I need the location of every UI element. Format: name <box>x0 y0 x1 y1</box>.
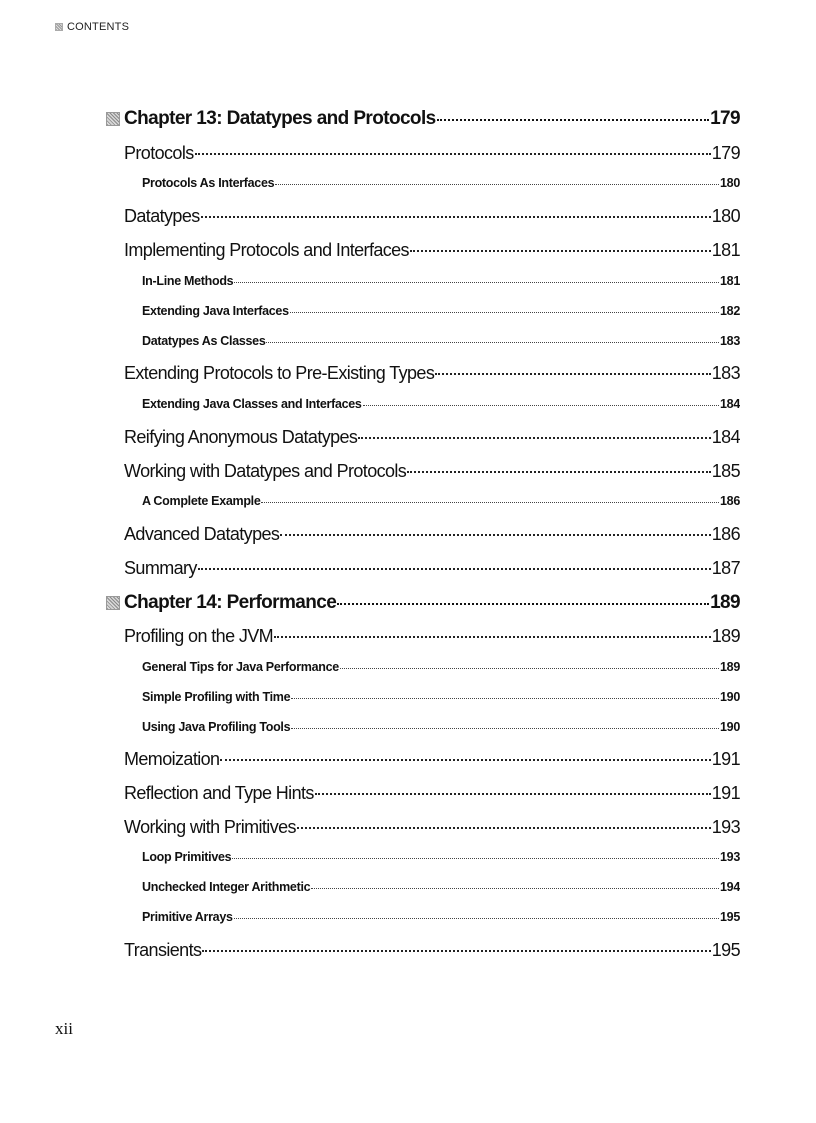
dot-leader <box>297 827 711 829</box>
toc-entry-page-number: 182 <box>720 304 740 318</box>
toc-entry-page-number: 190 <box>720 690 740 704</box>
toc-sub-entry[interactable] <box>142 880 740 894</box>
toc-entry-page-number: 195 <box>720 910 740 924</box>
dot-leader <box>275 184 719 185</box>
toc-entry-title: Extending Java Classes and Interfaces <box>142 397 362 411</box>
dot-leader <box>340 668 719 669</box>
toc-entry-title: Extending Java Interfaces <box>142 304 289 318</box>
toc-entry-title: A Complete Example <box>142 494 261 508</box>
dot-leader <box>291 728 719 729</box>
chapter-square-icon <box>106 112 120 126</box>
toc-entry-title: Reflection and Type Hints <box>124 783 314 803</box>
dot-leader <box>358 437 710 439</box>
dot-leader <box>198 568 711 570</box>
toc-entry-title: Unchecked Integer Arithmetic <box>142 880 311 894</box>
dot-leader <box>311 888 719 889</box>
toc-section-entry[interactable] <box>124 206 740 227</box>
toc-entry-page-number: 180 <box>711 206 740 226</box>
dot-leader <box>201 216 711 218</box>
toc-entry-title: Extending Protocols to Pre-Existing Types <box>124 363 435 383</box>
dot-leader <box>437 119 710 121</box>
toc-entry-page-number: 195 <box>711 940 740 960</box>
toc-entry-title: Summary <box>124 558 197 578</box>
toc-sub-entry[interactable] <box>142 720 740 734</box>
toc-entry-page-number: 187 <box>711 558 740 578</box>
toc-entry-title: Using Java Profiling Tools <box>142 720 291 734</box>
toc-sub-entry[interactable] <box>142 334 740 348</box>
dot-leader <box>407 471 711 473</box>
toc-entry-page-number: 186 <box>720 494 740 508</box>
toc-entry-title: Loop Primitives <box>142 850 232 864</box>
toc-sub-entry[interactable] <box>142 850 740 864</box>
page-number: xii <box>55 1019 73 1038</box>
dot-leader <box>290 312 719 313</box>
dot-leader <box>363 405 719 406</box>
toc-section-entry[interactable] <box>124 626 740 647</box>
toc-entry-page-number: 183 <box>711 363 740 383</box>
toc-chapter-entry[interactable] <box>124 108 740 130</box>
dot-leader <box>274 636 711 638</box>
toc-entry-title: Memoization <box>124 749 220 769</box>
dot-leader <box>315 793 711 795</box>
dot-leader <box>195 153 711 155</box>
toc-entry-page-number: 191 <box>711 783 740 803</box>
dot-leader <box>234 918 719 919</box>
toc-section-entry[interactable] <box>124 817 740 838</box>
dot-leader <box>291 698 719 699</box>
toc-section-entry[interactable] <box>124 143 740 164</box>
toc-entry-page-number: 184 <box>720 397 740 411</box>
toc-entry-page-number: 194 <box>720 880 740 894</box>
toc-sub-entry[interactable] <box>142 397 740 411</box>
dot-leader <box>280 534 710 536</box>
toc-entry-title: Protocols As Interfaces <box>142 176 275 190</box>
toc-entry-page-number: 191 <box>711 749 740 769</box>
toc-sub-entry[interactable] <box>142 176 740 190</box>
toc-entry-page-number: 189 <box>710 592 740 613</box>
toc-section-entry[interactable] <box>124 783 740 804</box>
dot-leader <box>435 373 711 375</box>
toc-section-entry[interactable] <box>124 240 740 261</box>
toc-entry-title: Simple Profiling with Time <box>142 690 291 704</box>
toc-entry-title: Datatypes <box>124 206 200 226</box>
toc-chapter-entry[interactable] <box>124 592 740 614</box>
toc-entry-title: Protocols <box>124 143 194 163</box>
toc-entry-title: In-Line Methods <box>142 274 234 288</box>
toc-section-entry[interactable] <box>124 363 740 384</box>
toc-sub-entry[interactable] <box>142 910 740 924</box>
toc-entry-page-number: 186 <box>711 524 740 544</box>
toc-entry-title: Reifying Anonymous Datatypes <box>124 427 358 447</box>
toc-entry-title: Primitive Arrays <box>142 910 233 924</box>
dot-leader <box>220 759 710 761</box>
toc-entry-page-number: 184 <box>711 427 740 447</box>
toc-entry-page-number: 190 <box>720 720 740 734</box>
dot-leader <box>410 250 711 252</box>
toc-entry-title: Working with Primitives <box>124 817 296 837</box>
toc-entry-title: Advanced Datatypes <box>124 524 280 544</box>
toc-sub-entry[interactable] <box>142 660 740 674</box>
dot-leader <box>337 603 709 605</box>
toc-entry-page-number: 179 <box>710 108 740 129</box>
toc-sub-entry[interactable] <box>142 690 740 704</box>
toc-section-entry[interactable] <box>124 558 740 579</box>
toc-entry-page-number: 180 <box>720 176 740 190</box>
chapter-square-icon <box>106 596 120 610</box>
toc-entry-page-number: 189 <box>720 660 740 674</box>
dot-leader <box>261 502 719 503</box>
toc-entry-page-number: 185 <box>711 461 740 481</box>
toc-section-entry[interactable] <box>124 524 740 545</box>
toc-entry-page-number: 183 <box>720 334 740 348</box>
toc-entry-title: General Tips for Java Performance <box>142 660 339 674</box>
toc-entry-title: Implementing Protocols and Interfaces <box>124 240 409 260</box>
toc-entry-title: Datatypes As Classes <box>142 334 266 348</box>
toc-entry-title: Chapter 14: Performance <box>124 592 337 613</box>
toc-entry-title: Profiling on the JVM <box>124 626 274 646</box>
toc-entry-title: Working with Datatypes and Protocols <box>124 461 407 481</box>
toc-sub-entry[interactable] <box>142 274 740 288</box>
toc-section-entry[interactable] <box>124 461 740 482</box>
toc-sub-entry[interactable] <box>142 494 740 508</box>
toc-entry-page-number: 193 <box>720 850 740 864</box>
toc-entry-page-number: 181 <box>720 274 740 288</box>
toc-entry-page-number: 181 <box>711 240 740 260</box>
toc-entry-title: Chapter 13: Datatypes and Protocols <box>124 108 436 129</box>
toc-entry-page-number: 179 <box>711 143 740 163</box>
toc-sub-entry[interactable] <box>142 304 740 318</box>
dot-leader <box>232 858 719 859</box>
toc-section-entry[interactable] <box>124 427 740 448</box>
running-head-label: CONTENTS <box>67 21 130 33</box>
toc-section-entry[interactable] <box>124 940 740 961</box>
dot-leader <box>202 950 710 952</box>
toc-section-entry[interactable] <box>124 749 740 770</box>
toc-entry-title: Transients <box>124 940 202 960</box>
dot-leader <box>266 342 719 343</box>
toc-entry-page-number: 189 <box>711 626 740 646</box>
toc-entry-page-number: 193 <box>711 817 740 837</box>
dot-leader <box>234 282 719 283</box>
